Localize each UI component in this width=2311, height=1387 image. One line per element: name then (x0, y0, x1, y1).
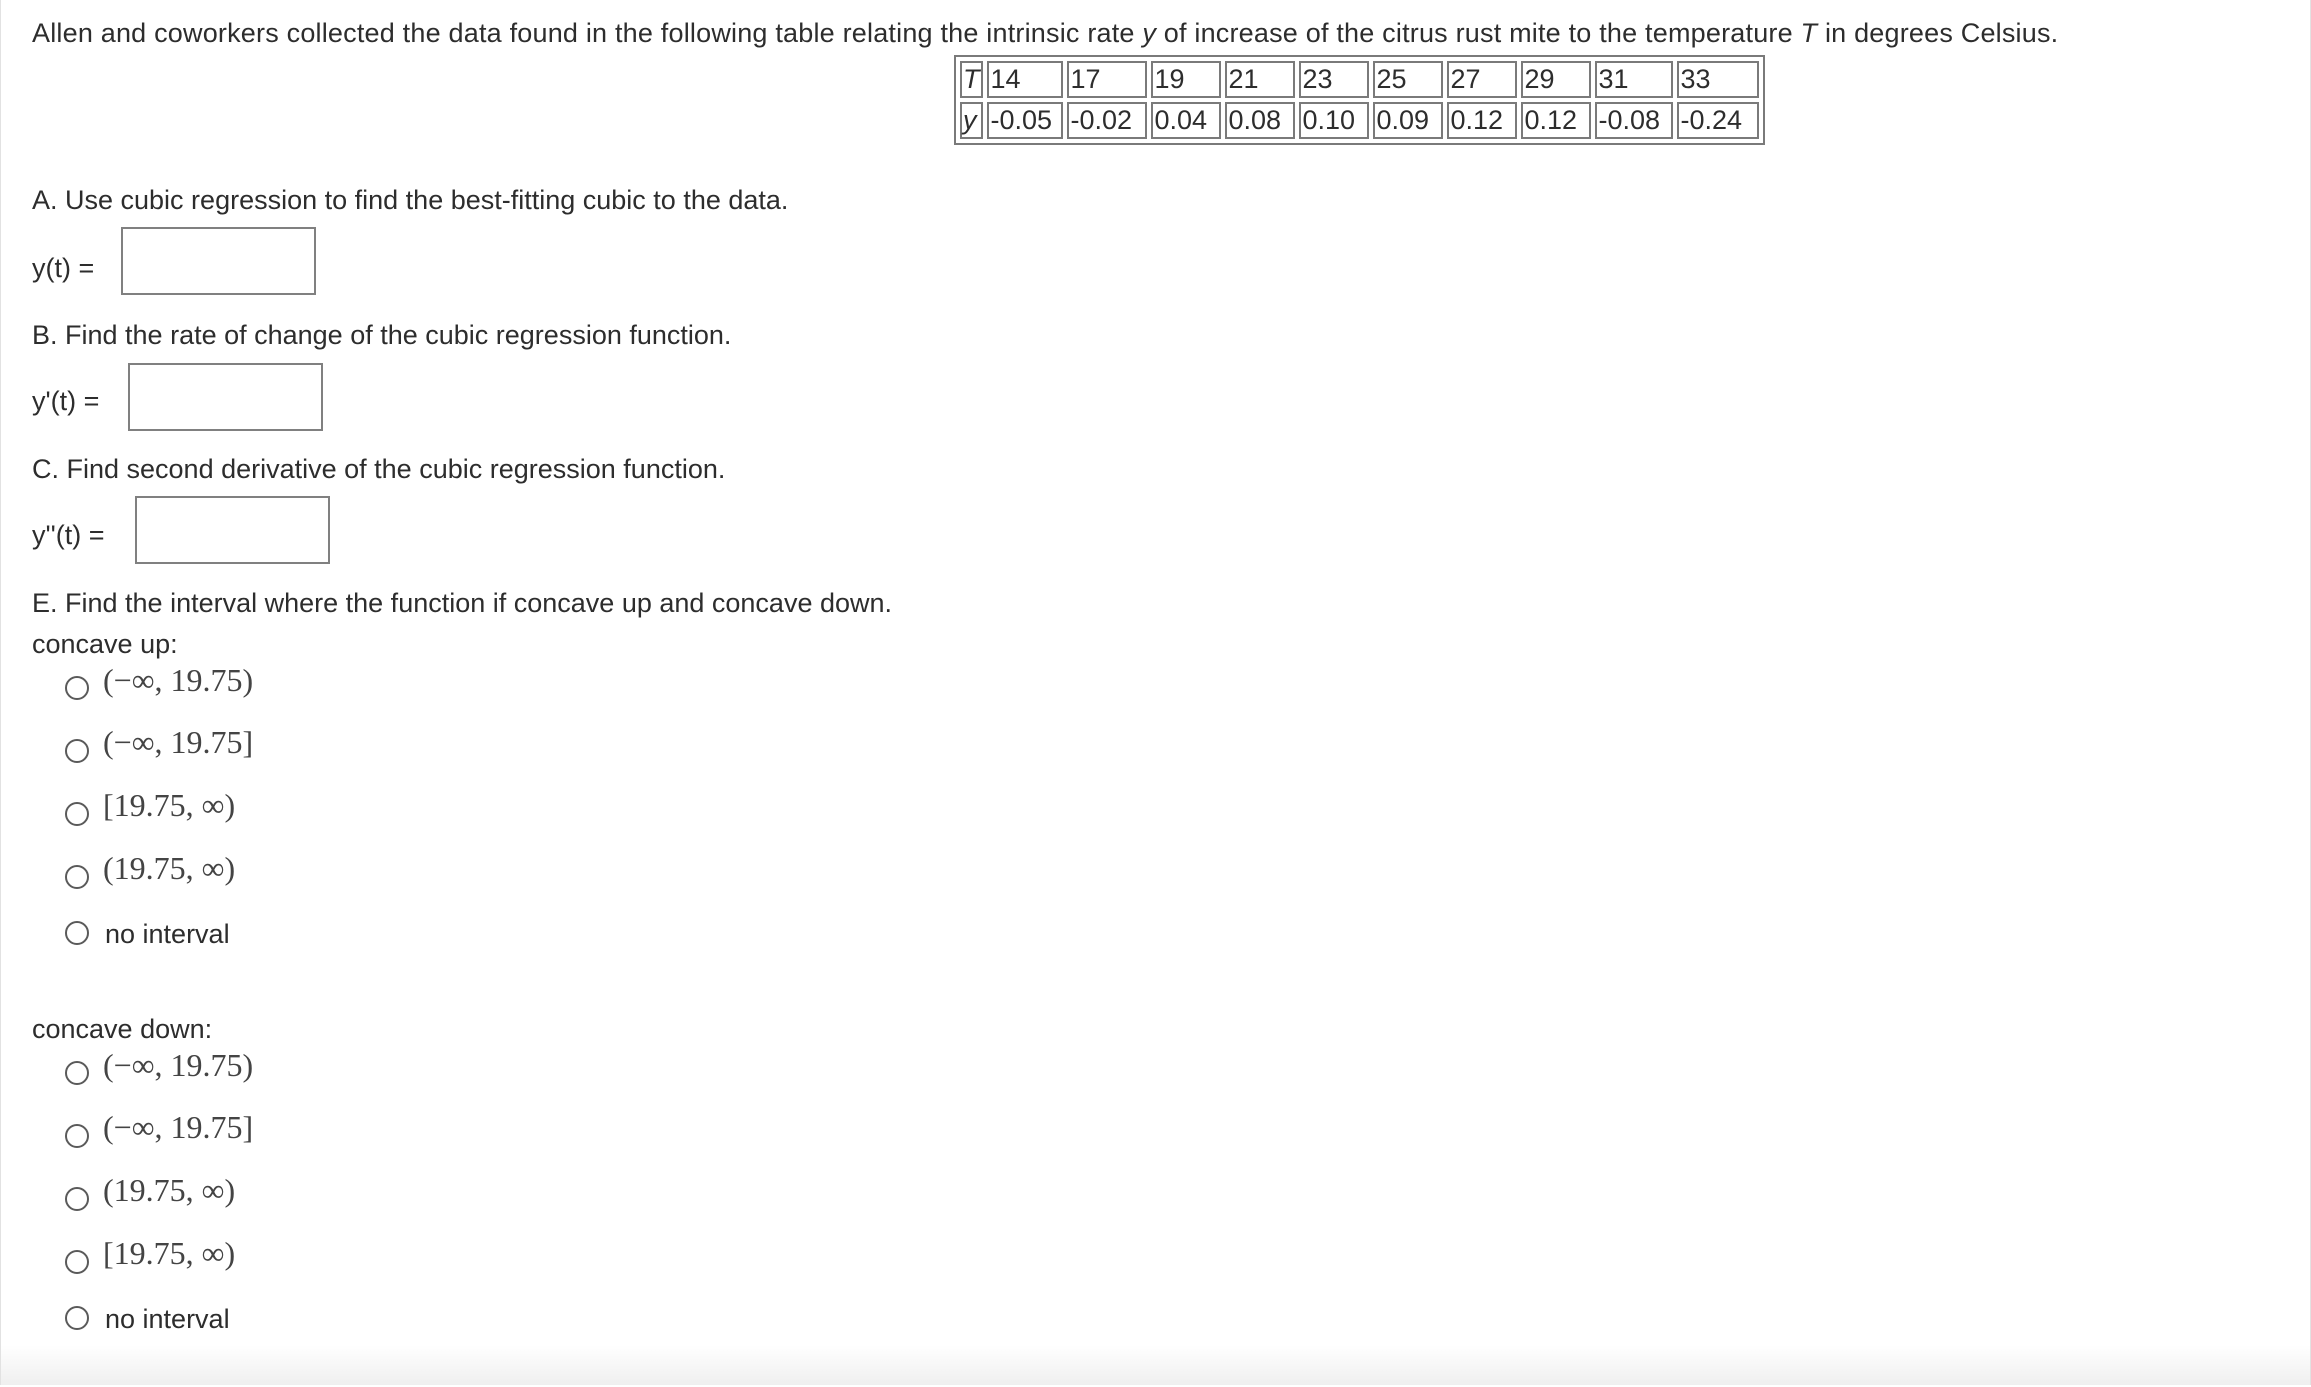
concave-down-option-4: [19.75, ∞) (103, 1235, 236, 1271)
part-a-label: y(t) = (32, 253, 95, 283)
part-c-label: y''(t) = (32, 520, 105, 550)
concave-up-radio-3[interactable] (65, 802, 89, 826)
table-cell: 14 (987, 61, 1063, 98)
table-cell: 0.12 (1447, 102, 1517, 139)
concave-up-radio-1[interactable] (65, 676, 89, 700)
concave-down-option-2: (−∞, 19.75] (103, 1109, 254, 1145)
table-cell: 0.09 (1373, 102, 1443, 139)
concave-up-radio-4[interactable] (65, 865, 89, 889)
intro-var-t: T (1800, 18, 1818, 48)
part-b-question: B. Find the rate of change of the cubic regression function. (32, 320, 732, 350)
table-cell: -0.05 (987, 102, 1063, 139)
intro-text-2: of increase of the citrus rust mite to the temperature (1156, 18, 1801, 48)
table-row-t (960, 61, 1759, 98)
concave-up-option-1: (−∞, 19.75) (103, 662, 254, 698)
concave-down-option-1: (−∞, 19.75) (103, 1047, 254, 1083)
table-cell: -0.08 (1595, 102, 1673, 139)
part-a-question: A. Use cubic regression to find the best-fitting cubic to the data. (32, 185, 789, 215)
part-b-answer-input[interactable] (128, 363, 323, 431)
table-cell: 29 (1521, 61, 1591, 98)
problem-statement (32, 17, 2058, 49)
table-cell: -0.02 (1067, 102, 1147, 139)
concave-up-option-3: [19.75, ∞) (103, 787, 236, 823)
table-header-y: y (960, 102, 983, 139)
part-c-answer-input[interactable] (135, 496, 330, 564)
table-cell: 25 (1373, 61, 1443, 98)
table-cell: 19 (1151, 61, 1221, 98)
concave-down-label: concave down: (32, 1014, 213, 1044)
table-cell: 0.12 (1521, 102, 1591, 139)
table-cell: 21 (1225, 61, 1295, 98)
part-e-question: E. Find the interval where the function if concave up and concave down. (32, 588, 893, 618)
concave-up-label: concave up: (32, 629, 178, 659)
table-cell: -0.24 (1677, 102, 1759, 139)
table-cell: 31 (1595, 61, 1673, 98)
table-row-y (960, 102, 1759, 139)
table-cell: 33 (1677, 61, 1759, 98)
intro-text-3: in degrees Celsius. (1817, 18, 2059, 48)
concave-down-radio-5[interactable] (65, 1306, 89, 1330)
concave-up-radio-2[interactable] (65, 739, 89, 763)
concave-down-option-3: (19.75, ∞) (103, 1172, 236, 1208)
table-cell: 0.08 (1225, 102, 1295, 139)
concave-down-radio-3[interactable] (65, 1187, 89, 1211)
intro-var-y: y (1142, 18, 1157, 48)
concave-up-radio-5[interactable] (65, 921, 89, 945)
concave-down-radio-2[interactable] (65, 1124, 89, 1148)
table-cell: 0.04 (1151, 102, 1221, 139)
table-header-t: T (960, 61, 983, 98)
table-cell: 17 (1067, 61, 1147, 98)
concave-down-radio-4[interactable] (65, 1250, 89, 1274)
concave-down-option-5: no interval (105, 1304, 230, 1334)
table-cell: 0.10 (1299, 102, 1369, 139)
part-a-answer-input[interactable] (121, 227, 316, 295)
concave-up-option-4: (19.75, ∞) (103, 850, 236, 886)
table-cell: 27 (1447, 61, 1517, 98)
data-table (954, 55, 1765, 145)
part-c-question: C. Find second derivative of the cubic regression function. (32, 454, 726, 484)
concave-up-option-2: (−∞, 19.75] (103, 724, 254, 760)
concave-up-option-5: no interval (105, 919, 230, 949)
part-b-label: y'(t) = (32, 386, 100, 416)
table-cell: 23 (1299, 61, 1369, 98)
intro-text-1: Allen and coworkers collected the data found in the following table relating the intrinsic rate (32, 18, 1143, 48)
concave-down-radio-1[interactable] (65, 1061, 89, 1085)
bottom-shadow (1, 1345, 2310, 1385)
